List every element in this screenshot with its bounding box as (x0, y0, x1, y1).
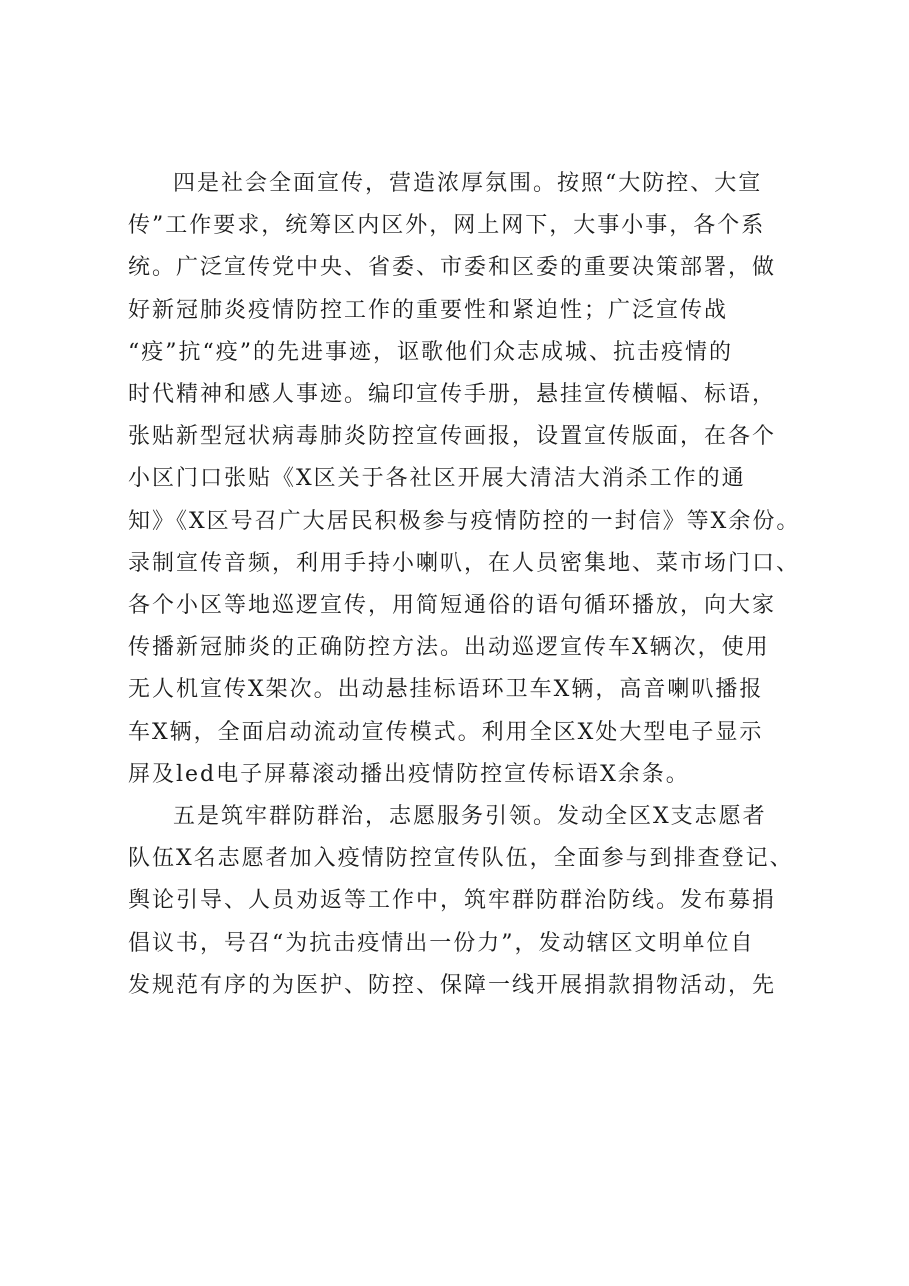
text-line: “疫”抗“疫”的先进事迹，讴歌他们众志成城、抗击疫情的 (128, 339, 733, 365)
text-line: 屏及led电子屏幕滚动播出疫情防控宣传标语X余条。 (128, 761, 690, 787)
text-line: 统。广泛宣传党中央、省委、市委和区委的重要决策部署，做 (128, 255, 777, 281)
paragraph-volunteers (128, 796, 828, 1007)
text-line: 发规范有序的为医护、防控、保障一线开展捐款捐物活动，先 (128, 972, 777, 998)
text-line: 小区门口张贴《X区关于各社区开展大清洁大消杀工作的通 (128, 466, 746, 492)
text-line: 队伍X名志愿者加入疫情防控宣传队伍，全面参与到排查登记、 (128, 846, 794, 872)
text-line: 时代精神和感人事迹。编印宣传手册，悬挂宣传横幅、标语， (128, 382, 777, 408)
text-line: 好新冠肺炎疫情防控工作的重要性和紧迫性；广泛宣传战 (128, 297, 729, 323)
text-line: 张贴新型冠状病毒肺炎防控宣传画报，设置宣传版面，在各个 (128, 424, 777, 450)
text-line: 传”工作要求，统筹区内区外，网上网下，大事小事，各个系 (128, 213, 766, 239)
text-line: 车X辆，全面启动流动宣传模式。利用全区X处大型电子显示 (128, 719, 764, 745)
text-line: 五是筑牢群防群治，志愿服务引领。发动全区X支志愿者 (173, 804, 767, 830)
text-line: 倡议书，号召“为抗击疫情出一份力”，发动辖区文明单位自 (128, 930, 755, 956)
paragraph-publicity (128, 163, 828, 796)
text-line: 四是社会全面宣传，营造浓厚氛围。按照“大防控、大宣 (173, 171, 763, 196)
text-line: 无人机宣传X架次。出动悬挂标语环卫车X辆，高音喇叭播报 (128, 677, 764, 703)
text-line: 各个小区等地巡逻宣传，用简短通俗的语句循环播放，向大家 (128, 593, 777, 619)
document-body (128, 163, 828, 1007)
text-line: 舆论引导、人员劝返等工作中，筑牢群防群治防线。发布募捐 (128, 888, 777, 914)
text-line: 传播新冠肺炎的正确防控方法。出动巡逻宣传车X辆次，使用 (128, 635, 770, 661)
text-line: 知》《X区号召广大居民积极参与疫情防控的一封信》等X余份。 (128, 508, 801, 534)
text-line: 录制宣传音频，利用手持小喇叭，在人员密集地、菜市场门口、 (128, 550, 801, 576)
